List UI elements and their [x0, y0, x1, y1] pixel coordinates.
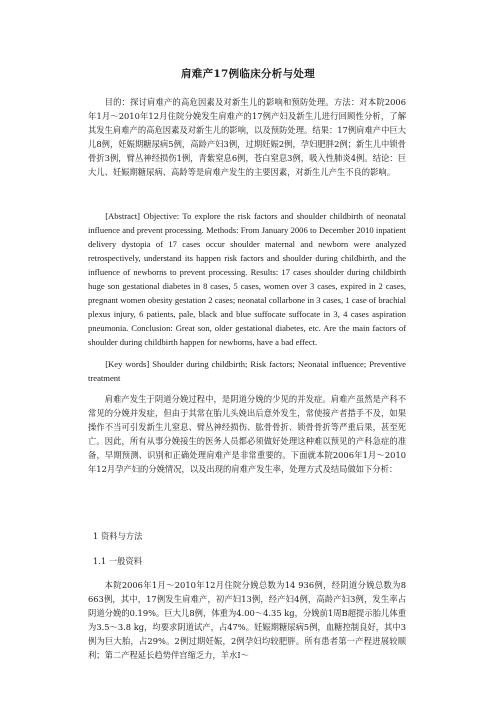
english-abstract: [Abstract] Objective: To explore the risk factors and shoulder childbirth of neonatal influence and prevent processing. Methods: From January 2006 to December 2010 inpatient delivery dystopia of 17 cases occur shoulder maternal and newborn were analyzed retrospectively, understand its happen risk factors and shoulder during childbirth, and the influence of newborns to prevent processing. Results: 17 cases shoulder during childbirth huge son gestational diabetes in 8 cases, 5 cases, women over 3 cases, expired in 2 cases, pregnant women obesity gestation 2 cases; neonatal collarbone in 3 cases, 1 case of brachial plexus injury, 6 patients, pale, black and blue suffocate suffocate in 3, 4 cases aspiration pneumonia. Conclusion: Great son, older gestational diabetes, etc. Are the main factors of shoulder during childbirth happen for newborns, have a bad effect.	[88, 211, 406, 347]
chinese-abstract: 目的：探讨肩难产的高危因素及对新生儿的影响和预防处理。方法：对本院2006年1月～2010年12月住院分娩发生肩难产的17例产妇及新生儿进行回顾性分析，了解其发生肩难产的高危因素及对新生儿的影响，以及预防处理。结果：17例肩难产中巨大儿8例，妊娠期糖尿病5例，高龄产妇3例，过期妊娠2例，孕妇肥胖2例；新生儿中锁骨骨折3例，臂丛神经损伤1例，青紫窒息6例，苍白窒息3例，吸入性肺炎4例。结论：巨大儿、妊娠期糖尿病、高龄等是肩难产发生的主要因素，对新生儿产生不良的影响。	[88, 97, 406, 177]
introduction-paragraph: 肩难产发生于阴道分娩过程中，是阴道分娩的少见的并发症。肩难产虽然是产科不常见的分娩并发症，但由于其常在胎儿头娩出后意外发生，常使接产者措手不及，如果操作不当可引发新生儿窒息、臂丛神经损伤、肱骨骨折、锁骨骨折等严重后果，甚至死亡。因此，所有从事分娩接生的医务人员都必须做好处理这种难以预见的产科急症的准备，早期预测、识别和正确处理肩难产是非常重要的。下面就本院2006年1月～2010年12月孕产妇的分娩情况，以及出现的肩难产发生率，处理方式及结局做如下分析：	[88, 394, 406, 474]
english-keywords: [Key words] Shoulder during childbirth; Risk factors; Neonatal influence; Preventive treatment	[88, 359, 406, 383]
page-title: 肩难产17例临床分析与处理	[180, 68, 315, 80]
section-1-1-body: 本院2006年1月～2010年12月住院分娩总数为14 936例，经阴道分娩总数为8 663例，其中，17例发生肩难产，初产妇13例，经产妇4例，高龄产妇3例，发生率占阴道分娩的0.19%。巨大儿8例，体重为4.00～4.35 kg，分娩前1周B超提示胎儿体重为3.5～3.8 kg，均要求阴道试产，占47%。妊娠期糖尿病5例，血糖控制良好，其中3例为巨大胎，占29%。2例过期妊娠，2例孕妇均较肥胖。所有患者第一产程进展较顺利；第二产程延长趋势伴宫缩乏力，羊水Ⅰ～	[88, 580, 406, 660]
section-heading-1: 1 资料与方法	[92, 531, 143, 541]
section-heading-1-1: 1.1 一般资料	[92, 556, 142, 566]
